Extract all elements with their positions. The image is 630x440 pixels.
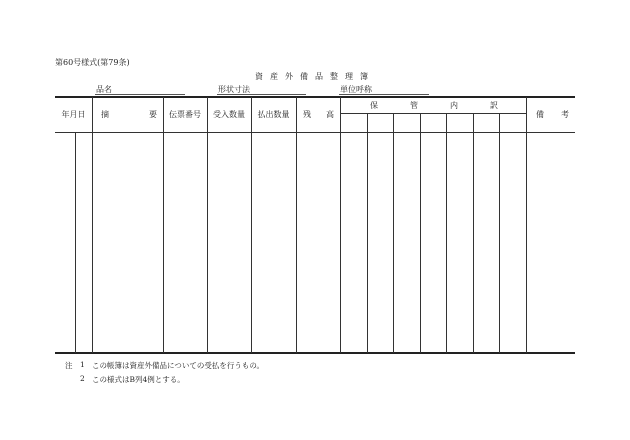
col-header-remarks-left: 備 bbox=[536, 110, 544, 119]
note-text: この帳簿は資産外備品についての受払を行うもの。 bbox=[92, 361, 265, 370]
col-header-slip-number: 伝票番号 bbox=[169, 110, 201, 119]
col-header-storage-char: 内 bbox=[450, 101, 458, 110]
col-header-issued-qty: 払出数量 bbox=[257, 110, 290, 119]
note-number: 2 bbox=[80, 374, 85, 383]
col-header-balance-right: 高 bbox=[326, 110, 334, 119]
storage-subcolumn bbox=[420, 113, 421, 353]
col-divider bbox=[92, 97, 93, 353]
col-divider bbox=[296, 97, 297, 353]
col-header-balance-left: 残 bbox=[303, 110, 311, 119]
col-header-received-qty: 受入数量 bbox=[213, 110, 245, 119]
shape-size-label: 形状寸法 bbox=[218, 85, 250, 94]
col-header-storage-char: 保 bbox=[370, 101, 378, 110]
item-name-underline[interactable] bbox=[95, 94, 185, 95]
shape-size-underline[interactable] bbox=[217, 94, 306, 95]
col-header-remarks-right: 考 bbox=[561, 110, 569, 119]
col-divider bbox=[340, 97, 341, 353]
header-bottom-border bbox=[55, 132, 575, 133]
col-divider bbox=[526, 97, 527, 353]
note-text: この様式はB列4例とする。 bbox=[92, 375, 185, 384]
note-number: 1 bbox=[80, 360, 85, 369]
storage-subcolumn bbox=[367, 113, 368, 353]
col-header-summary-right: 要 bbox=[149, 110, 157, 119]
storage-subcolumn bbox=[499, 113, 500, 353]
col-header-storage-char: 管 bbox=[410, 101, 418, 110]
col-header-summary-left: 摘 bbox=[101, 110, 109, 119]
table-bottom-border bbox=[55, 352, 575, 354]
form-number: 第60号様式(第79条) bbox=[55, 58, 130, 67]
col-header-date: 年月日 bbox=[61, 110, 86, 119]
notes-prefix: 注 bbox=[65, 361, 73, 370]
col-header-storage-char: 訳 bbox=[490, 101, 498, 110]
storage-subcolumn bbox=[393, 113, 394, 353]
item-name-label: 品名 bbox=[96, 85, 112, 94]
date-subcolumn-line bbox=[75, 133, 76, 353]
unit-name-label: 単位呼称 bbox=[340, 85, 372, 94]
storage-subcolumn bbox=[446, 113, 447, 353]
col-divider bbox=[251, 97, 252, 353]
unit-name-underline[interactable] bbox=[339, 94, 429, 95]
storage-subcolumn bbox=[473, 113, 474, 353]
form-title: 資産外備品整理簿 bbox=[255, 72, 375, 81]
table-top-border bbox=[55, 96, 575, 98]
col-divider bbox=[207, 97, 208, 353]
col-divider bbox=[163, 97, 164, 353]
